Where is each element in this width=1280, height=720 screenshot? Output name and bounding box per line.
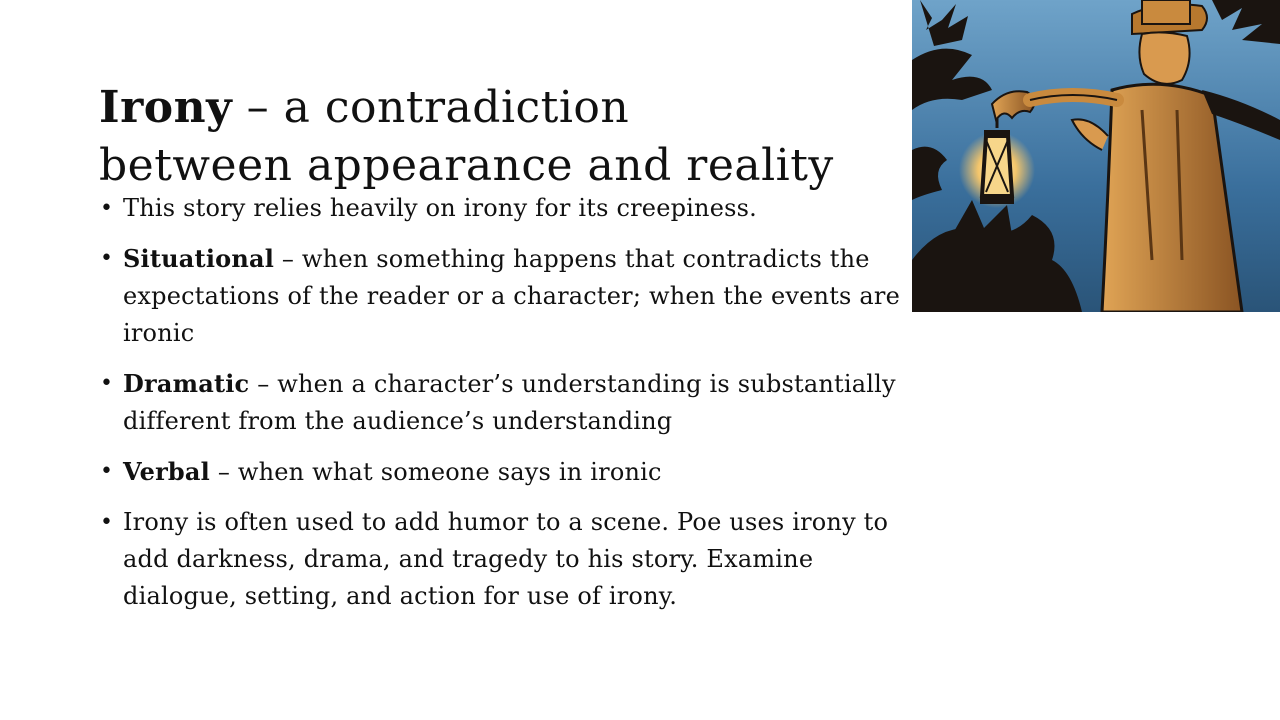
bullet-list [100, 190, 920, 628]
slide-title [99, 79, 889, 195]
title-term: Irony [99, 82, 233, 134]
bullet-dot-icon: • [100, 459, 114, 484]
bullet-text: – when what someone says in ironic [209, 458, 662, 486]
bullet-text: – when something happens that contradicts the expectations of the reader or a character; when the events are ironic [123, 245, 900, 347]
bullet-keyword: Dramatic [123, 369, 250, 398]
bullet-keyword: Situational [123, 244, 275, 273]
bullet-item [100, 240, 920, 352]
title-line2: between appearance and reality [99, 140, 834, 192]
bullet-text: This story relies heavily on irony for its creepiness. [123, 194, 757, 222]
bullet-item [100, 365, 920, 440]
bullet-item [100, 190, 920, 227]
title-rest-line1: – a contradiction [232, 82, 630, 134]
bullet-keyword: Verbal [123, 457, 210, 486]
figure-with-lantern-illustration [912, 0, 1280, 312]
bullet-dot-icon: • [100, 196, 114, 221]
bullet-dot-icon: • [100, 371, 114, 396]
bullet-dot-icon: • [100, 510, 114, 535]
bullet-item [100, 453, 920, 491]
bullet-item [100, 504, 920, 615]
bullet-text: Irony is often used to add humor to a scene. Poe uses irony to add darkness, drama, and tragedy to his story. Examine dialogue, setting, and action for use of irony. [123, 508, 889, 610]
bullet-dot-icon: • [100, 246, 114, 271]
bullet-text: – when a character’s understanding is substantially different from the audience’s understanding [123, 370, 896, 435]
